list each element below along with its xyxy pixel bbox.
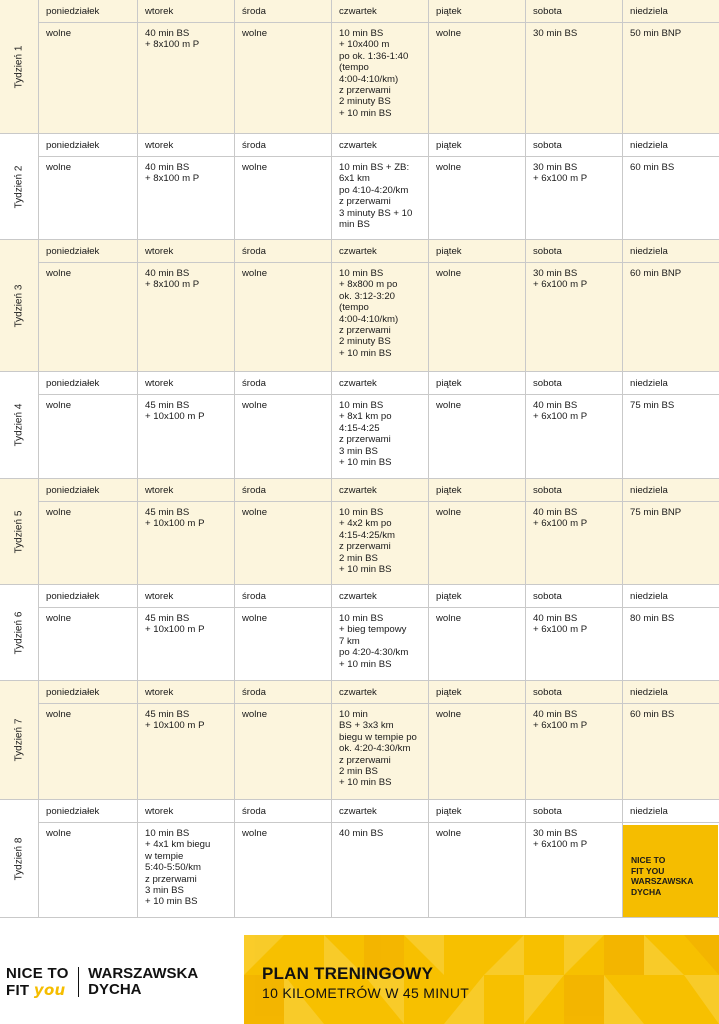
workout-row [39, 395, 719, 478]
day-header-row [39, 681, 719, 704]
day-header: poniedziałek [39, 0, 138, 22]
day-header: piątek [429, 800, 526, 822]
logo-line1: NICE TO [6, 964, 69, 982]
day-header: piątek [429, 240, 526, 262]
week-label-text: Tydzień 2 [13, 165, 25, 208]
day-header: niedziela [630, 378, 668, 389]
day-header: piątek [429, 479, 526, 501]
day-header: wtorek [138, 800, 235, 822]
workout-cell: 10 min BS + 4x2 km po 4:15-4:25/km z przerwami 2 min BS + 10 min BS [332, 502, 429, 584]
workout-cell: 40 min BS [332, 823, 429, 917]
day-header: niedziela [630, 246, 668, 257]
logo-right-line1: WARSZAWSKA [88, 965, 199, 982]
workout-cell: 60 min BS [630, 709, 675, 720]
day-header: wtorek [138, 0, 235, 22]
workout-cell: 40 min BS + 6x100 m P [526, 608, 623, 680]
week-block [0, 800, 719, 918]
day-header: poniedziałek [39, 134, 138, 156]
day-header: środa [235, 0, 332, 22]
week-block [0, 0, 719, 134]
day-header: wtorek [138, 372, 235, 394]
day-header: wtorek [138, 240, 235, 262]
day-header: środa [235, 134, 332, 156]
workout-cell: 60 min BNP [630, 268, 682, 279]
week-label [0, 134, 39, 239]
day-header: sobota [526, 372, 623, 394]
workout-cell: wolne [39, 704, 138, 799]
day-header: sobota [526, 800, 623, 822]
workout-cell: wolne [429, 608, 526, 680]
workout-row [39, 502, 719, 584]
workout-cell: wolne [39, 395, 138, 478]
workout-row [39, 823, 719, 917]
day-header: czwartek [332, 372, 429, 394]
day-header: środa [235, 240, 332, 262]
day-header: piątek [429, 372, 526, 394]
week-block [0, 681, 719, 800]
day-header: czwartek [332, 134, 429, 156]
banner-subtitle: 10 KILOMETRÓW W 45 MINUT [262, 985, 470, 1001]
workout-cell: wolne [429, 157, 526, 239]
workout-row [39, 608, 719, 680]
week-label [0, 479, 39, 584]
day-header: piątek [429, 134, 526, 156]
footer [0, 933, 719, 1024]
workout-cell: wolne [39, 263, 138, 371]
day-header: niedziela [630, 591, 668, 602]
day-header: poniedziałek [39, 372, 138, 394]
week-label-text: Tydzień 7 [13, 718, 25, 762]
workout-cell: wolne [39, 23, 138, 133]
workout-cell: 10 min BS + 4x1 km biegu w tempie 5:40-5:50/km z przerwami 3 min BS + 10 min BS [138, 823, 235, 917]
workout-cell: wolne [39, 823, 138, 917]
day-header: środa [235, 479, 332, 501]
workout-cell: 40 min BS + 6x100 m P [526, 395, 623, 478]
workout-cell: wolne [235, 263, 332, 371]
logo-fit: FIT [6, 981, 30, 999]
day-header: czwartek [332, 240, 429, 262]
workout-cell: 40 min BS + 8x100 m P [138, 23, 235, 133]
day-header: niedziela [630, 687, 668, 698]
day-header-row [39, 585, 719, 608]
workout-cell: 50 min BNP [630, 28, 682, 39]
day-header: czwartek [332, 681, 429, 703]
week-label [0, 800, 39, 917]
day-header: poniedziałek [39, 240, 138, 262]
workout-cell: wolne [235, 608, 332, 680]
day-header-row [39, 240, 719, 263]
workout-cell: wolne [235, 395, 332, 478]
workout-cell: wolne [235, 704, 332, 799]
day-header: środa [235, 585, 332, 607]
day-header: niedziela [630, 485, 668, 496]
day-header: piątek [429, 681, 526, 703]
workout-cell: 40 min BS + 8x100 m P [138, 157, 235, 239]
workout-cell: wolne [429, 23, 526, 133]
workout-cell: 10 min BS + 8x1 km po 4:15-4:25 z przerwami 3 min BS + 10 min BS [332, 395, 429, 478]
day-header: poniedziałek [39, 681, 138, 703]
day-header: wtorek [138, 134, 235, 156]
workout-cell: 30 min BS [526, 23, 623, 133]
week-block [0, 585, 719, 681]
day-header: sobota [526, 681, 623, 703]
workout-cell: 10 min BS + 10x400 m po ok. 1:36-1:40 (tempo 4:00-4:10/km) z przerwami 2 minuty BS + 10 min BS [332, 23, 429, 133]
day-header: wtorek [138, 479, 235, 501]
day-header: środa [235, 800, 332, 822]
workout-row [39, 23, 719, 133]
workout-cell: 40 min BS + 6x100 m P [526, 704, 623, 799]
workout-cell: 40 min BS + 8x100 m P [138, 263, 235, 371]
workout-cell: 45 min BS + 10x100 m P [138, 395, 235, 478]
week-label-text: Tydzień 1 [13, 45, 25, 88]
workout-cell: wolne [39, 502, 138, 584]
workout-cell: 75 min BS [630, 400, 675, 411]
day-header: czwartek [332, 0, 429, 22]
workout-cell: 80 min BS [630, 613, 675, 624]
logo-left [6, 966, 69, 999]
day-header: środa [235, 372, 332, 394]
week-label [0, 0, 39, 133]
week-label [0, 240, 39, 371]
title-banner [244, 935, 719, 1024]
day-header: piątek [429, 0, 526, 22]
day-header-row [39, 800, 719, 823]
day-header: sobota [526, 134, 623, 156]
workout-cell [623, 823, 718, 917]
day-header: sobota [526, 240, 623, 262]
workout-cell: wolne [429, 823, 526, 917]
week-label-text: Tydzień 4 [13, 403, 25, 447]
workout-cell: 10 min BS + 3x3 km biegu w tempie po ok. 4:20-4:30/km z przerwami 2 min BS + 10 min BS [332, 704, 429, 799]
logo-right [88, 966, 198, 998]
logo-right-line2: DYCHA [88, 981, 142, 998]
workout-cell: 40 min BS + 6x100 m P [526, 502, 623, 584]
workout-row [39, 157, 719, 239]
day-header: poniedziałek [39, 479, 138, 501]
workout-cell: 30 min BS + 6x100 m P [526, 823, 623, 917]
workout-cell: wolne [429, 704, 526, 799]
week-label-text: Tydzień 6 [13, 611, 25, 654]
workout-cell: 10 min BS + 8x800 m po ok. 3:12-3:20 (tempo 4:00-4:10/km) z przerwami 2 minuty BS + 10 min BS [332, 263, 429, 371]
day-header: czwartek [332, 800, 429, 822]
brand-logo [6, 965, 198, 999]
day-header: niedziela [630, 806, 668, 817]
day-header: poniedziałek [39, 585, 138, 607]
week-label-text: Tydzień 8 [13, 837, 25, 880]
day-header: czwartek [332, 479, 429, 501]
day-header: niedziela [630, 6, 668, 17]
day-header: piątek [429, 585, 526, 607]
logo-divider [78, 967, 80, 997]
workout-cell: 75 min BNP [630, 507, 682, 518]
day-header: środa [235, 681, 332, 703]
workout-cell: 45 min BS + 10x100 m P [138, 608, 235, 680]
workout-cell: 30 min BS + 6x100 m P [526, 157, 623, 239]
logo-you: you [33, 980, 66, 999]
workout-row [39, 263, 719, 371]
week-label [0, 585, 39, 680]
workout-cell: 10 min BS + bieg tempowy 7 km po 4:20-4:30/km + 10 min BS [332, 608, 429, 680]
workout-cell: wolne [235, 502, 332, 584]
week-label [0, 681, 39, 799]
day-header: sobota [526, 585, 623, 607]
workout-cell: wolne [39, 157, 138, 239]
day-header-row [39, 372, 719, 395]
day-header-row [39, 134, 719, 157]
workout-cell: 45 min BS + 10x100 m P [138, 502, 235, 584]
workout-cell: wolne [429, 502, 526, 584]
workout-cell: wolne [39, 608, 138, 680]
workout-cell: 10 min BS + ZB: 6x1 km po 4:10-4:20/km z przerwami 3 minuty BS + 10 min BS [332, 157, 429, 239]
workout-cell: 30 min BS + 6x100 m P [526, 263, 623, 371]
workout-cell: wolne [235, 823, 332, 917]
week-block [0, 134, 719, 240]
week-label-text: Tydzień 5 [13, 510, 25, 553]
week-block [0, 479, 719, 585]
brand-badge: NICE TO FIT YOU WARSZAWSKA DYCHA [623, 825, 718, 917]
day-header-row [39, 0, 719, 23]
workout-cell: 45 min BS + 10x100 m P [138, 704, 235, 799]
workout-cell: wolne [429, 395, 526, 478]
banner-title: PLAN TRENINGOWY [262, 964, 434, 983]
week-block [0, 372, 719, 479]
workout-cell: wolne [429, 263, 526, 371]
day-header: wtorek [138, 681, 235, 703]
workout-row [39, 704, 719, 799]
day-header-row [39, 479, 719, 502]
week-label [0, 372, 39, 478]
day-header: poniedziałek [39, 800, 138, 822]
workout-cell: wolne [235, 23, 332, 133]
day-header: sobota [526, 0, 623, 22]
workout-cell: wolne [235, 157, 332, 239]
day-header: niedziela [630, 140, 668, 151]
day-header: czwartek [332, 585, 429, 607]
day-header: sobota [526, 479, 623, 501]
week-block [0, 240, 719, 372]
week-label-text: Tydzień 3 [13, 284, 25, 327]
day-header: wtorek [138, 585, 235, 607]
workout-cell: 60 min BS [630, 162, 675, 173]
